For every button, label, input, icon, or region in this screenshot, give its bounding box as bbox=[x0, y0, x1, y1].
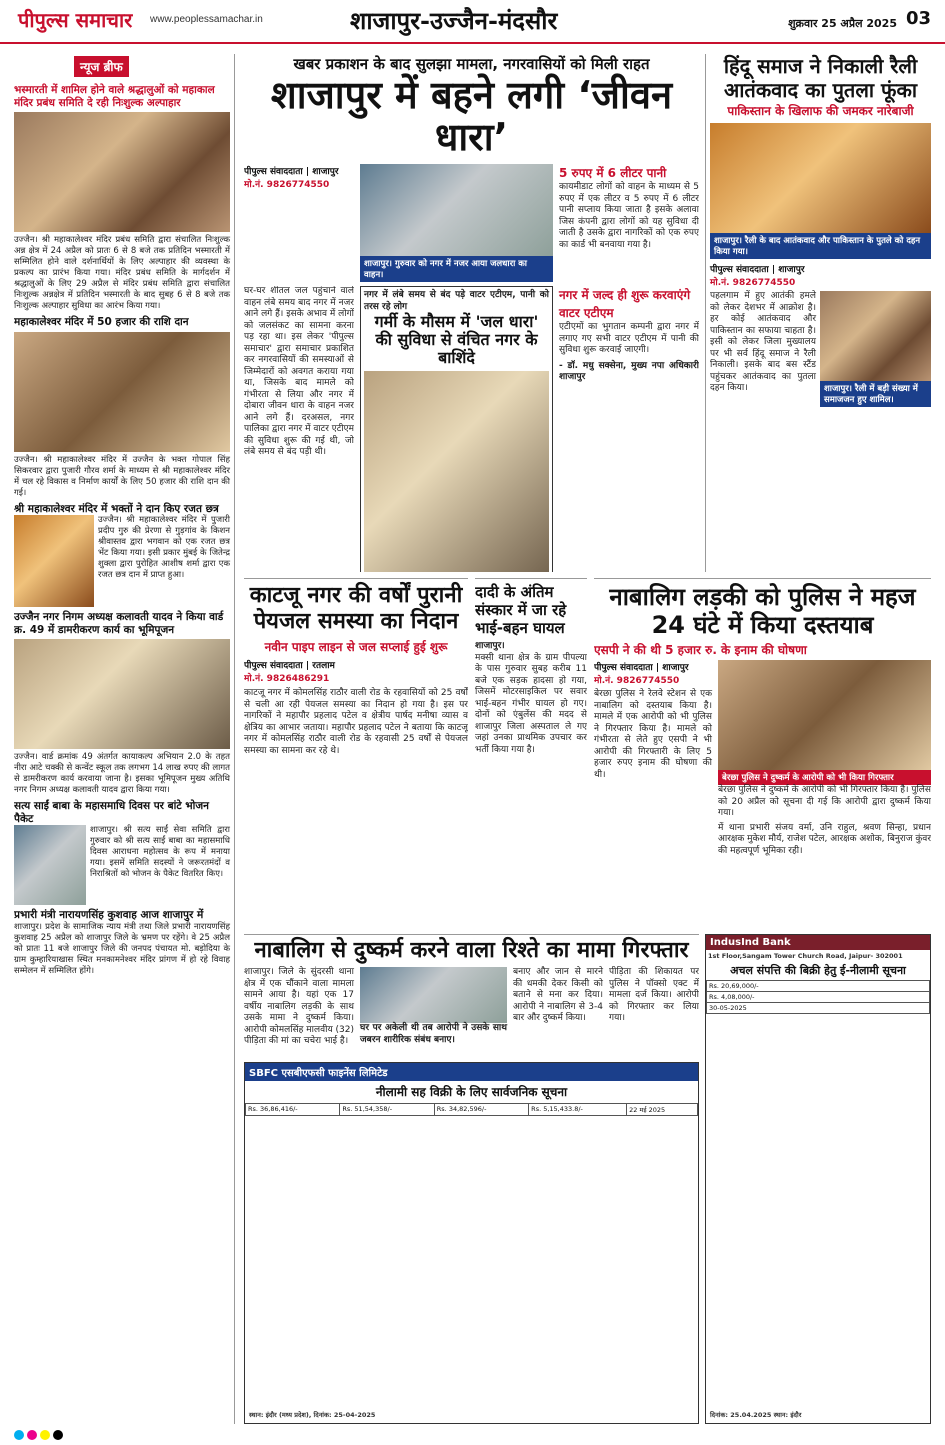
mid-left-story bbox=[244, 578, 468, 928]
side-quote: - डॉ. मधु सक्सेना, मुख्य नपा अधिकारी शाजापुर bbox=[559, 360, 699, 382]
top-main-story bbox=[244, 54, 699, 572]
clip-kicker: नगर में लंबे समय से बंद पड़े वाटर एटीएम, पानी को तरस रहे लोग bbox=[364, 290, 549, 312]
story-body: घर-घर शीतल जल पहुंचाने वाले वाहन लंबे समय बाद नगर में नजर आने लगे हैं। इसके अभाव में लोगों को जलसंकट का सामना करना पड़ रहा था। इस लेकर 'पीपुल्स समाचार' द्वारा समाचार प्रकाशित कर नगरवासियों की समस्याओं से जिम्मेदारों को अवगत कराया गया था, जिसके बाद मामले को गंभीरता से लिया और नगर में दोबारा जीवन धारा के वाहन नजर आने लगे हैं। दरअसल, नगर पालिका द्वारा नगर में वाटर एटीएम की सुविधा शुरू की गई थी, जो लंबे समय से बंद पड़ी थी। bbox=[244, 286, 354, 457]
bottom-story bbox=[244, 934, 699, 1059]
photo-caption: शाजापुर। गुरुवार को नगर में नजर आया जलधारा का वाहन। bbox=[360, 256, 553, 282]
story-subhead: नवीन पाइप लाइन से जल सप्लाई हुई शुरू bbox=[264, 640, 448, 654]
page-number: 03 bbox=[905, 8, 931, 29]
amount-cell: Rs. 20,69,000/- bbox=[707, 981, 930, 992]
brief-text: उज्जैन। वार्ड क्रमांक 49 अंतर्गत कायाकल्प अभियान 2.0 के तहत नीरा आटे चक्की से कन्वेंट स्कूल तक लगभग 14 लाख रुपए की लागत से डामरीकरण कार्य करवाया जाना है। इसका भूमिपूजन मुख्य अतिथि नगर निगम अध्यक्ष कलावती यादव द्वारा किया गया। bbox=[14, 752, 230, 795]
brief-headline: भस्मारती में शामिल होने वाले श्रद्धालुओं को महाकाल मंदिर प्रबंध समिति दे रही निःशुल्क अल्पाहार bbox=[14, 84, 215, 109]
brief-text: शाजापुर। श्री सत्य साईं सेवा समिति द्वारा गुरुवार को श्री सत्य साईं बाबा का महासमाधि दिवस आराधना महोत्सव के रूप में मनाया गया। इसमें समिति सदस्यों ने जरूरतमंदों व निराश्रितों को भोजन के पैकेट वितरित किए। bbox=[90, 825, 230, 879]
mid-center-story bbox=[475, 578, 587, 928]
auction-table bbox=[245, 1103, 698, 1116]
magenta-mark bbox=[27, 1430, 37, 1440]
amount-cell: Rs. 4,08,000/- bbox=[707, 992, 930, 1003]
cyan-mark bbox=[14, 1430, 24, 1440]
amount-cell: Rs. 36,86,416/- bbox=[246, 1104, 340, 1116]
story-headline: नाबालिग से दुष्कर्म करने वाला रिश्ते का मामा गिरफ्तार bbox=[254, 938, 689, 963]
registration-marks bbox=[14, 1430, 63, 1440]
brief-text: उज्जैन। श्री महाकालेश्वर मंदिर में पुजारी प्रदीप गुरु की प्रेरणा से गुड़गांव के किशन श्रीवास्तव द्वारा भगवान को एक रजत छत्र भेंट किया गया। इसी प्रकार मुंबई के जितेन्द्र शुक्ला द्वारा पुरोहित आशीष शर्मा द्वारा एक रजत छत्र दान में प्राप्त हुआ। bbox=[98, 515, 230, 580]
clip-image bbox=[364, 371, 549, 572]
ad-title: नीलामी सह विक्री के लिए सार्वजनिक सूचना bbox=[375, 1085, 568, 1099]
edition-title: शाजापुर-उज्जैन-मंदसौर bbox=[350, 6, 558, 35]
brief-text: उज्जैन। श्री महाकालेश्वर मंदिर में उज्जैन के भक्त गोपाल सिंह सिकरवार द्वारा पुजारी गौरव शर्मा के माध्यम से श्री महाकालेश्वर मंदिर में चल रहे विकास व निर्माण कार्यों के लिए 50 हजार की राशि दान की गई। bbox=[14, 454, 230, 498]
side-text: एटीएमों का भुगतान कम्पनी द्वारा नगर में लगाए गए सभी वाटर एटीएम में पानी की सुविधा शुरू करवाई जाएगी। bbox=[559, 322, 699, 355]
amount-cell: Rs. 5,15,433.8/- bbox=[529, 1104, 627, 1116]
side-text: कायमीडाट लोगों को वाहन के माध्यम से 5 रुपए में एक लीटर व 5 रुपए में 6 लीटर पानी सप्लाय किया जाता है इसके अलावा जिस कंपनी द्वारा लोगों को यह सुविधा दी जाती है उसके द्वारा नागरिकों को एक रुपए का कार्ड भी बनवाया गया है। bbox=[559, 182, 699, 250]
photo-caption: शाजापुर। रैली में बड़ी संख्या में समाजजन हुए शामिल। bbox=[820, 381, 931, 407]
story-body: पहलगाम में हुए आतंकी हमले को लेकर देशभर में आक्रोश है। हर कोई आतंकवाद और पाकिस्तान का सफाया चाहता है। इसी को लेकर जिला मुख्यालय पर भी सर्व हिंदू समाज ने रैली निकाली। इसके बाद बस स्टैंड पहुंचकर आतंकवाद का पुतला दहन किया। bbox=[710, 291, 816, 393]
date-cell: 30-05-2025 bbox=[707, 1003, 930, 1014]
photo-caption: बेरछा पुलिस ने दुष्कर्म के आरोपी को भी किया गिरफ्तार bbox=[718, 770, 931, 785]
story-subhead: एसपी ने की थी 5 हजार रु. के इनाम की घोषणा bbox=[594, 643, 807, 657]
brief-photo bbox=[14, 332, 230, 452]
story-photo bbox=[360, 164, 553, 256]
byline: पीपुल्स संवाददाता | शाजापुर bbox=[244, 167, 339, 177]
ad-header: IndusInd Bank bbox=[706, 935, 930, 950]
mobile-number: मो.नं. 9826774550 bbox=[594, 676, 680, 686]
brief-photo bbox=[14, 639, 230, 749]
story-body: बनाए और जान से मारने की धमकी देकर किसी को बताने से मना कर दिया। आरोपी ने नाबालिग से 3-4 बार और दुष्कर्म किया। bbox=[513, 967, 603, 1023]
masthead bbox=[0, 0, 945, 44]
mobile-number: मो.नं. 9826486291 bbox=[244, 674, 330, 684]
brief-headline: उज्जैन नगर निगम अध्यक्ष कलावती यादव ने किया वार्ड क्र. 49 में डामरीकरण कार्य का भूमिपूजन bbox=[14, 611, 224, 636]
story-headline: हिंदू समाज ने निकाली रैली आतंकवाद का पुतला फूंका bbox=[723, 54, 918, 102]
photo-caption: शाजापुर। रैली के बाद आतंकवाद और पाकिस्तान के पुतले को दहन किया गया। bbox=[710, 233, 931, 259]
dateline: शाजापुर। bbox=[475, 641, 505, 651]
story-headline: नाबालिग लड़की को पुलिस ने महज 24 घंटे में किया दस्तयाब bbox=[609, 583, 916, 639]
story-body: पीड़िता की शिकायत पर पुलिस ने पॉक्सो एक्ट में मामला दर्ज किया। आरोपी को गिरफ्तार कर लिया गया। bbox=[609, 967, 699, 1023]
brief-text: उज्जैन। श्री महाकालेश्वर मंदिर प्रबंध समिति द्वारा संचालित निःशुल्क अन्न क्षेत्र में 24 अप्रैल को प्रातः 6 से 8 बजे तक प्रतिदिन भस्मारती में सम्मिलित होने वाले दर्शनार्थियों के लिए अल्पाहार की व्यवस्था के प्रकल्प का प्रारंभ किया गया। मंदिर प्रबंध समिति के मार्गदर्शन में श्रद्धालुओं के लिए 29 अप्रैल से मंदिर प्रबंध समिति द्वारा संचालित निःशुल्क अन्नक्षेत्र में प्रतिदिन भस्मारती के बाद सुबह 6 से 8 बजे तक निःशुल्क अल्पाहार सुविधा का आरंभ किया गया। bbox=[14, 235, 230, 311]
ad-title: अचल संपत्ति की बिक्री हेतु ई-नीलामी सूचना bbox=[730, 964, 906, 977]
side-heading: 5 रुपए में 6 लीटर पानी bbox=[559, 166, 667, 180]
story-headline: दादी के अंतिम संस्कार में जा रहे भाई-बहन घायल bbox=[475, 583, 567, 637]
sbfc-auction-notice bbox=[244, 1062, 699, 1424]
story-headline: काटजू नगर की वर्षों पुरानी पेयजल समस्या का निदान bbox=[249, 583, 463, 634]
story-photo bbox=[820, 291, 931, 381]
issue-date: शुक्रवार 25 अप्रैल 2025 bbox=[788, 17, 897, 30]
story-photo bbox=[360, 967, 507, 1023]
ad-footer: स्थान: इंदौर (मध्य प्रदेश), दिनांक: 25-04-2025 bbox=[249, 1411, 376, 1419]
ad-header: SBFC एसबीएफसी फाइनेंस लिमिटेड bbox=[245, 1063, 698, 1081]
byline: पीपुल्स संवाददाता | रतलाम bbox=[244, 661, 335, 671]
side-heading: नगर में जल्द ही शुरू करवाएंगे वाटर एटीएम bbox=[559, 288, 691, 320]
website-url: www.peoplessamachar.in bbox=[150, 14, 263, 25]
logo-text: पीपुल्स समाचार bbox=[18, 8, 133, 32]
brief-photo bbox=[14, 112, 230, 232]
black-mark bbox=[53, 1430, 63, 1440]
story-photo bbox=[718, 660, 931, 770]
story-body: काटजू नगर में कोमलसिंह राठौर वाली रोड के रहवासियों को 25 वर्षों से चली आ रही पेयजल समस्या का निदान हो गया है। इस पर नागरिकों ने महापौर प्रहलाद पटेल व क्षेत्रीय पार्षद मनीषा व्यास व क्षेत्रिय का आभार जताया। महापौर प्रहलाद पटेल ने बताया कि काटजू नगर में कोमलसिंह राठौर वाली रोड के रहवासी 25 वर्षों से पेयजल समस्या का सामना कर रहे थे। bbox=[244, 688, 468, 756]
indusind-auction-notice bbox=[705, 934, 931, 1424]
story-body: बेरछा पुलिस ने रेलवे स्टेशन से एक नाबालिग को दस्तयाब किया है। मामले में एक आरोपी को भी पुलिस ने गिरफ्तार किया है। मामले को गंभीरता से लेते हुए एसपी ने भी आरोपी की गिरफ्तारी के लिए 5 हजार रुपए इनाम की घोषणा की थी। bbox=[594, 689, 712, 780]
photo-caption: घर पर अकेली थी तब आरोपी ने उसके साथ जबरन शारीरिक संबंध बनाए। bbox=[360, 1023, 507, 1045]
story-photo bbox=[710, 123, 931, 233]
brief-headline: सत्य साईं बाबा के महासमाधि दिवस पर बांटे भोजन पैकेट bbox=[14, 800, 210, 825]
date-cell: 22 मई 2025 bbox=[627, 1104, 698, 1116]
brief-headline: श्री महाकालेश्वर मंदिर में भक्तों ने दान किए रजत छत्र bbox=[14, 502, 219, 515]
brief-headline: महाकालेश्वर मंदिर में 50 हजार की राशि दान bbox=[14, 316, 189, 328]
ad-footer: दिनांक: 25.04.2025 स्थान: इंदौर bbox=[710, 1411, 802, 1419]
caption-text: बेरछा पुलिस ने दुष्कर्म के आरोपी को भी गिरफ्तार किया है। पुलिस को 20 अप्रैल को सूचना दी गई कि आरोपी द्वारा दुष्कर्म किया गया। bbox=[718, 785, 931, 818]
story-body: शाजापुर। जिले के सुंदरसी थाना क्षेत्र में एक चौंकाने वाला मामला सामने आया है। यहां एक 17 वर्षीय नाबालिग लड़की के साथ उसके मामा ने दुष्कर्म किया। आरोपी कोमलसिंह मालवीय (32) पीड़िता की मां का चचेरा भाई है। bbox=[244, 967, 355, 1046]
brief-photo bbox=[14, 515, 94, 607]
team-credit: में थाना प्रभारी संजय वर्मा, उनि राहुल, श्रवण सिन्हा, प्रधान आरक्षक मुकेश मौर्य, राजेश पटेल, आरक्षक अशोक, बिनुराज कुंवर की महत्वपूर्ण भूमिका रही। bbox=[718, 822, 931, 856]
byline: पीपुल्स संवाददाता | शाजापुर bbox=[710, 265, 805, 275]
top-right-story bbox=[705, 54, 931, 572]
amount-cell: Rs. 34,82,596/- bbox=[434, 1104, 528, 1116]
brief-photo bbox=[14, 825, 86, 905]
reserve-price-table bbox=[706, 980, 930, 1014]
story-kicker: खबर प्रकाशन के बाद सुलझा मामला, नगरवासियों को मिली राहत bbox=[293, 55, 650, 73]
brief-headline: प्रभारी मंत्री नारायणसिंह कुशवाह आज शाजापुर में bbox=[14, 909, 204, 921]
news-brief-column bbox=[14, 54, 235, 1424]
clip-headline: गर्मी के मौसम में 'जल धारा' की सुविधा से वंचित नगर के बाशिंदे bbox=[374, 312, 539, 367]
mobile-number: मो.नं. 9826774550 bbox=[244, 180, 330, 190]
bank-address: 1st Floor,Sangam Tower Church Road, Jaipur- 302001 bbox=[708, 952, 903, 960]
story-body: मक्सी थाना क्षेत्र के ग्राम पीपल्या के पास गुरुवार सुबह करीब 11 बजे एक सड़क हादसा हो गया, जिसमें मोटरसाइकिल पर सवार भाई-बहन गंभीर घायल हो गए। दोनों को एंबुलेंस की मदद से शाजापुर जिला अस्पताल ले गए जहां उनका प्राथमिक उपचार कर भर्ती किया गया है। bbox=[475, 652, 587, 755]
news-brief-tag: न्यूज ब्रीफ bbox=[74, 56, 129, 77]
newspaper-logo bbox=[18, 6, 132, 33]
mid-right-story bbox=[594, 578, 931, 928]
mobile-number: मो.नं. 9826774550 bbox=[710, 278, 796, 288]
yellow-mark bbox=[40, 1430, 50, 1440]
byline: पीपुल्स संवाददाता | शाजापुर bbox=[594, 663, 689, 673]
amount-cell: Rs. 51,54,358/- bbox=[340, 1104, 434, 1116]
brief-text: शाजापुर। प्रदेश के सामाजिक न्याय मंत्री तथा जिले प्रभारी नारायणसिंह कुशवाह 25 अप्रैल को शाजापुर जिले के भ्रमण पर रहेंगे। वे 25 अप्रैल को प्रातः 11 बजे शाजापुर जिले की जनपद पंचायत मो. बड़ोदिया के ग्राम कुम्हारियाखास स्थित मनकामनेश्वर मंदिर प्रांगण में हो रहे विवाह सम्मेलन में सम्मिलित होंगे। bbox=[14, 921, 230, 976]
story-headline: शाजापुर में बहने लगी ‘जीवन धारा’ bbox=[270, 73, 673, 159]
story-subhead: पाकिस्तान के खिलाफ की जमकर नारेबाजी bbox=[727, 104, 914, 118]
